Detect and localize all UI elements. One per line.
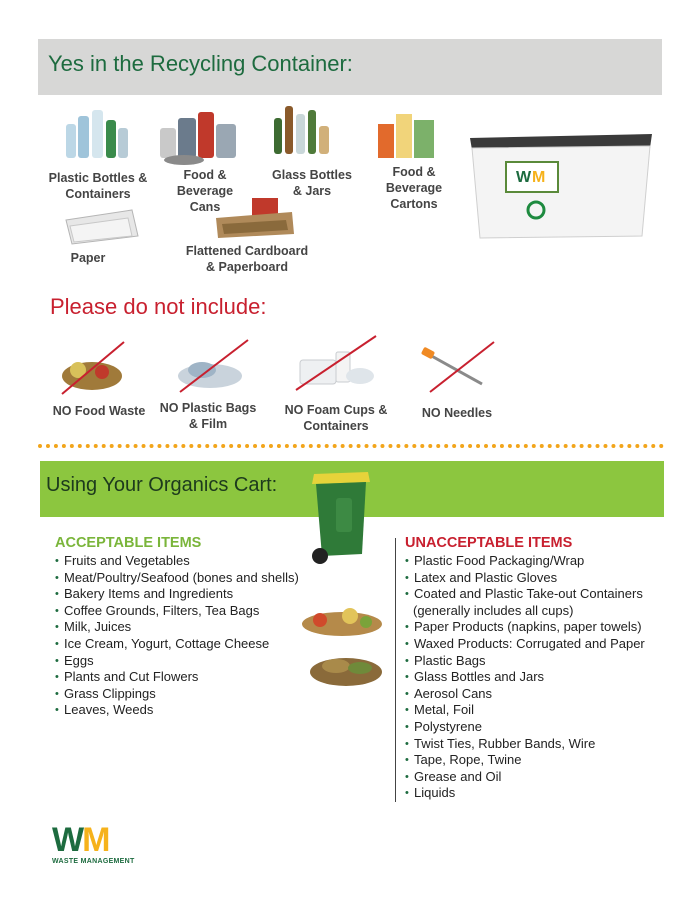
cartons-image — [374, 106, 440, 162]
column-divider — [395, 538, 396, 802]
label-no-foam-cups: NO Foam Cups & Containers — [284, 403, 388, 433]
food-waste-crossed-image — [56, 340, 128, 396]
recycling-dumpster-image — [466, 124, 656, 240]
list-item: • Plastic Bags — [405, 653, 695, 670]
list-item: • Coffee Grounds, Filters, Tea Bags — [55, 603, 335, 620]
glass-bottles-image — [270, 100, 332, 158]
foam-cups-crossed-image — [290, 334, 380, 392]
wm-logo-subtitle: WASTE MANAGEMENT — [52, 858, 135, 865]
list-item: • Grass Clippings — [55, 686, 335, 703]
list-item: • Polystyrene — [405, 719, 695, 736]
label-no-plastic-bags: NO Plastic Bags & Film — [159, 401, 257, 431]
paper-image — [62, 206, 142, 246]
wm-logo-letters — [52, 823, 135, 857]
unacceptable-heading: UNACCEPTABLE ITEMS — [405, 535, 573, 551]
list-item-continuation: (generally includes all cups) — [413, 602, 574, 618]
label-no-needles: NO Needles — [421, 406, 493, 420]
wm-logo-m: M — [82, 821, 109, 859]
list-item: • Latex and Plastic Gloves — [405, 570, 695, 587]
list-item: • Meat/Poultry/Seafood (bones and shells) — [55, 570, 335, 587]
acceptable-heading: ACCEPTABLE ITEMS — [55, 535, 202, 551]
list-item: • Aerosol Cans — [405, 686, 695, 703]
svg-text:W: W — [516, 169, 532, 186]
label-paper: Paper — [70, 251, 106, 265]
organics-title: Using Your Organics Cart: — [46, 474, 278, 496]
dotted-divider — [38, 444, 664, 448]
wm-logo-w: W — [52, 821, 83, 859]
list-item: • Glass Bottles and Jars — [405, 669, 695, 686]
food-scraps-image — [298, 598, 384, 638]
label-no-food-waste: NO Food Waste — [52, 404, 146, 418]
recycling-title: Yes in the Recycling Container: — [48, 51, 353, 76]
list-item: • Metal, Foil — [405, 702, 695, 719]
food-cans-image — [158, 104, 242, 166]
plastic-bottles-image — [62, 104, 132, 162]
list-item: • Leaves, Weeds — [55, 702, 335, 719]
list-item: • Ice Cream, Yogurt, Cottage Cheese — [55, 636, 335, 653]
do-not-include-title: Please do not include: — [50, 294, 267, 319]
svg-text:M: M — [532, 169, 546, 186]
list-item: • Plastic Food Packaging/Wrap — [405, 553, 695, 570]
label-plastic-bottles: Plastic Bottles & Containers — [48, 171, 148, 201]
unacceptable-list — [405, 553, 695, 802]
label-cardboard: Flattened Cardboard & Paperboard — [185, 244, 309, 274]
list-item: • Bakery Items and Ingredients — [55, 586, 335, 603]
list-item: • Waxed Products: Corrugated and Paper — [405, 636, 695, 653]
list-item: • Tape, Rope, Twine — [405, 752, 695, 769]
list-item: • Plants and Cut Flowers — [55, 669, 335, 686]
yard-waste-image — [306, 648, 386, 688]
label-food-cans: Food & Beverage Cans — [176, 168, 234, 214]
plastic-bags-crossed-image — [172, 338, 252, 394]
list-item: • Grease and Oil — [405, 769, 695, 786]
wm-logo — [52, 823, 135, 865]
recycling-header-band — [38, 39, 662, 95]
label-cartons: Food & Beverage Cartons — [385, 165, 443, 211]
label-glass-bottles: Glass Bottles & Jars — [272, 168, 352, 198]
acceptable-list — [55, 553, 335, 719]
list-item: • Fruits and Vegetables — [55, 553, 335, 570]
list-item: • Coated and Plastic Take-out Containers — [405, 586, 695, 603]
list-item: • Liquids — [405, 785, 695, 802]
list-item: • Milk, Juices — [55, 619, 335, 636]
list-item: • Paper Products (napkins, paper towels) — [405, 619, 695, 636]
needles-crossed-image — [420, 340, 496, 394]
list-item: • Eggs — [55, 653, 335, 670]
list-item: • Twist Ties, Rubber Bands, Wire — [405, 736, 695, 753]
